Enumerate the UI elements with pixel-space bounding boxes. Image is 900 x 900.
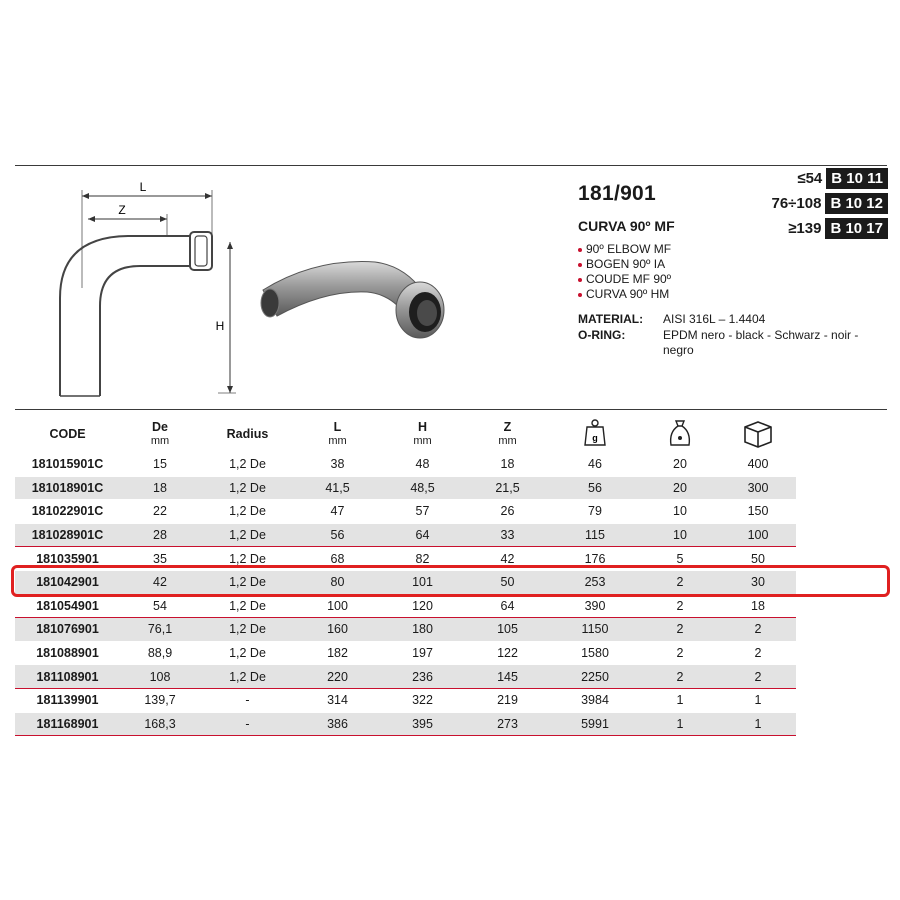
header-code: CODE — [49, 427, 86, 441]
cell-weight: 1150 — [550, 618, 640, 642]
oring-label: O-RING: — [578, 328, 626, 342]
cell-z: 18 — [465, 453, 550, 476]
cell-l: 41,5 — [295, 476, 380, 500]
size-badges — [772, 168, 889, 243]
cell-weight: 2250 — [550, 665, 640, 689]
cell-de: 22 — [120, 500, 200, 524]
size-badge — [772, 193, 889, 214]
cell-weight: 79 — [550, 500, 640, 524]
cell-code: 181054901 — [15, 594, 120, 618]
cell-weight: 3984 — [550, 688, 640, 712]
cell-z: 26 — [465, 500, 550, 524]
cell-h: 48 — [380, 453, 465, 476]
cell-radius: 1,2 De — [200, 476, 295, 500]
cell-code: 181035901 — [15, 547, 120, 571]
cell-code: 181139901 — [15, 688, 120, 712]
dimension-l-label: L — [139, 180, 147, 194]
badge-code: B 10 17 — [825, 218, 888, 239]
cell-weight: 176 — [550, 547, 640, 571]
table-row — [15, 618, 796, 642]
cell-radius: 1,2 De — [200, 594, 295, 618]
product-code: 181/901 — [578, 182, 657, 205]
table-row — [15, 500, 796, 524]
cell-z: 273 — [465, 712, 550, 736]
cell-bag: 2 — [640, 641, 720, 665]
cell-l: 220 — [295, 665, 380, 689]
cell-weight: 56 — [550, 476, 640, 500]
cell-code: 181022901C — [15, 500, 120, 524]
dimension-z-label: Z — [118, 203, 126, 217]
bag-icon — [667, 418, 693, 448]
cell-box: 2 — [720, 641, 796, 665]
badge-code: B 10 12 — [825, 193, 888, 214]
cell-radius: 1,2 De — [200, 641, 295, 665]
cell-box: 18 — [720, 594, 796, 618]
cell-bag: 5 — [640, 547, 720, 571]
cell-bag: 2 — [640, 594, 720, 618]
cell-de: 88,9 — [120, 641, 200, 665]
material-label: MATERIAL: — [578, 312, 644, 326]
cell-code: 181028901C — [15, 523, 120, 547]
top-divider — [15, 165, 887, 166]
cell-weight: 1580 — [550, 641, 640, 665]
header-h: H mm — [413, 420, 432, 447]
weight-g-icon — [582, 418, 608, 448]
cell-weight: 115 — [550, 523, 640, 547]
cell-bag: 20 — [640, 453, 720, 476]
cell-z: 33 — [465, 523, 550, 547]
cell-z: 145 — [465, 665, 550, 689]
cell-de: 54 — [120, 594, 200, 618]
cell-bag: 2 — [640, 665, 720, 689]
cell-l: 38 — [295, 453, 380, 476]
cell-z: 50 — [465, 570, 550, 594]
material-value: AISI 316L – 1.4404 — [663, 312, 766, 326]
badge-range: ≥139 — [788, 220, 822, 237]
row-highlight-outline — [11, 565, 890, 597]
cell-de: 15 — [120, 453, 200, 476]
cell-radius: 1,2 De — [200, 453, 295, 476]
cell-box: 2 — [720, 665, 796, 689]
table-row — [15, 594, 796, 618]
cell-box: 50 — [720, 547, 796, 571]
cell-radius: 1,2 De — [200, 547, 295, 571]
cell-code: 181015901C — [15, 453, 120, 476]
cell-radius: 1,2 De — [200, 523, 295, 547]
cell-l: 80 — [295, 570, 380, 594]
cell-de: 139,7 — [120, 688, 200, 712]
cell-h: 64 — [380, 523, 465, 547]
cell-z: 122 — [465, 641, 550, 665]
product-name: CURVA 90º MF — [578, 218, 675, 234]
header-z: Z mm — [498, 420, 517, 447]
cell-box: 150 — [720, 500, 796, 524]
table-row — [15, 712, 796, 736]
cell-bag: 1 — [640, 688, 720, 712]
table-row — [15, 476, 796, 500]
oring-value: EPDM nero - black - Schwarz - noir - negro — [663, 328, 859, 357]
cell-bag: 10 — [640, 500, 720, 524]
translation-item: BOGEN 90º IA — [578, 257, 671, 272]
cell-l: 100 — [295, 594, 380, 618]
cell-weight: 5991 — [550, 712, 640, 736]
elbow-product-photo — [255, 240, 455, 340]
cell-radius: - — [200, 712, 295, 736]
header-weight — [550, 415, 640, 453]
cell-radius: 1,2 De — [200, 570, 295, 594]
cell-z: 105 — [465, 618, 550, 642]
cell-de: 76,1 — [120, 618, 200, 642]
size-badge — [772, 168, 889, 189]
cell-radius: 1,2 De — [200, 665, 295, 689]
cell-z: 219 — [465, 688, 550, 712]
cell-de: 42 — [120, 570, 200, 594]
translation-item: CURVA 90º HM — [578, 287, 671, 302]
cell-h: 101 — [380, 570, 465, 594]
cell-box: 300 — [720, 476, 796, 500]
cell-code: 181088901 — [15, 641, 120, 665]
box-icon — [742, 418, 774, 448]
cell-bag: 2 — [640, 570, 720, 594]
table-row — [15, 665, 796, 689]
cell-bag: 1 — [640, 712, 720, 736]
cell-box: 400 — [720, 453, 796, 476]
cell-box: 30 — [720, 570, 796, 594]
cell-code: 181076901 — [15, 618, 120, 642]
cell-h: 322 — [380, 688, 465, 712]
cell-de: 108 — [120, 665, 200, 689]
table-row — [15, 641, 796, 665]
cell-de: 168,3 — [120, 712, 200, 736]
cell-z: 21,5 — [465, 476, 550, 500]
cell-box: 2 — [720, 618, 796, 642]
table-row — [15, 523, 796, 547]
cell-code: 181018901C — [15, 476, 120, 500]
cell-weight: 253 — [550, 570, 640, 594]
cell-code: 181168901 — [15, 712, 120, 736]
cell-l: 314 — [295, 688, 380, 712]
elbow-technical-drawing — [40, 178, 245, 403]
cell-bag: 10 — [640, 523, 720, 547]
translation-item: COUDE MF 90º — [578, 272, 671, 287]
header-radius: Radius — [226, 427, 269, 441]
cell-l: 56 — [295, 523, 380, 547]
cell-h: 48,5 — [380, 476, 465, 500]
table-row — [15, 688, 796, 712]
cell-h: 395 — [380, 712, 465, 736]
table-header-row — [15, 415, 796, 453]
cell-h: 120 — [380, 594, 465, 618]
cell-z: 42 — [465, 547, 550, 571]
header-de: De mm — [150, 420, 170, 447]
cell-code: 181108901 — [15, 665, 120, 689]
cell-l: 47 — [295, 500, 380, 524]
cell-h: 197 — [380, 641, 465, 665]
cell-box: 1 — [720, 712, 796, 736]
svg-text:g: g — [592, 432, 598, 443]
cell-bag: 2 — [640, 618, 720, 642]
cell-z: 64 — [465, 594, 550, 618]
cell-h: 57 — [380, 500, 465, 524]
cell-box: 100 — [720, 523, 796, 547]
badge-range: ≤54 — [797, 170, 823, 187]
badge-range: 76÷108 — [771, 195, 822, 212]
cell-radius: 1,2 De — [200, 500, 295, 524]
cell-weight: 46 — [550, 453, 640, 476]
badge-code: B 10 11 — [826, 168, 888, 189]
table-row — [15, 453, 796, 476]
product-translations — [578, 242, 671, 302]
cell-l: 182 — [295, 641, 380, 665]
header-bag — [640, 415, 720, 453]
cell-de: 18 — [120, 476, 200, 500]
cell-code: 181042901 — [15, 570, 120, 594]
translation-item: 90º ELBOW MF — [578, 242, 671, 257]
cell-weight: 390 — [550, 594, 640, 618]
cell-l: 160 — [295, 618, 380, 642]
cell-h: 82 — [380, 547, 465, 571]
header-box — [720, 415, 796, 453]
cell-l: 68 — [295, 547, 380, 571]
cell-box: 1 — [720, 688, 796, 712]
dimension-h-label: H — [215, 319, 225, 333]
cell-h: 180 — [380, 618, 465, 642]
cell-h: 236 — [380, 665, 465, 689]
cell-l: 386 — [295, 712, 380, 736]
size-badge — [772, 218, 889, 239]
cell-bag: 20 — [640, 476, 720, 500]
cell-radius: 1,2 De — [200, 618, 295, 642]
table-divider — [15, 409, 887, 410]
cell-de: 28 — [120, 523, 200, 547]
cell-de: 35 — [120, 547, 200, 571]
header-l: L mm — [328, 420, 347, 447]
cell-radius: - — [200, 688, 295, 712]
